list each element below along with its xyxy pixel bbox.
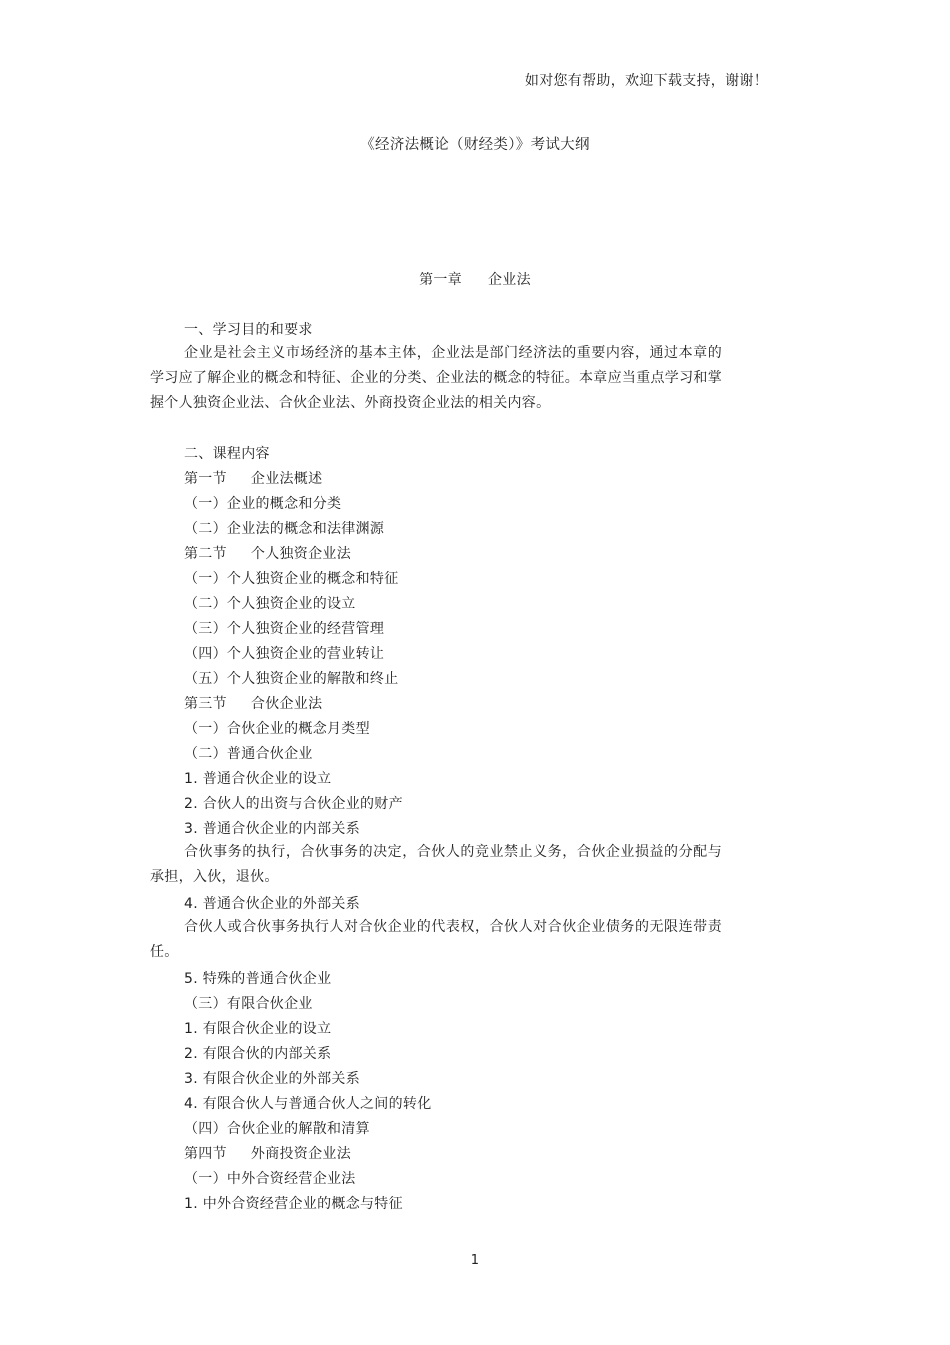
list-item: （二）个人独资企业的设立 bbox=[184, 596, 356, 612]
list-item: 3. 普通合伙企业的内部关系 bbox=[184, 821, 361, 837]
list-item: （三）个人独资企业的经营管理 bbox=[184, 621, 385, 637]
list-item: 4. 普通合伙企业的外部关系 bbox=[184, 896, 361, 912]
header-note: 如对您有帮助，欢迎下载支持，谢谢！ bbox=[524, 73, 768, 89]
list-item: 2. 有限合伙的内部关系 bbox=[184, 1046, 332, 1062]
list-item: （一）个人独资企业的概念和特征 bbox=[184, 571, 399, 587]
subsection-heading bbox=[184, 695, 322, 713]
subsection-heading bbox=[184, 545, 351, 563]
document-title: 《经济法概论（财经类）》考试大纲 bbox=[360, 137, 590, 153]
list-item: （二）普通合伙企业 bbox=[184, 746, 313, 762]
external-relations-paragraph: 合伙人或合伙事务执行人对合伙企业的代表权，合伙人对合伙企业债务的无限连带责任。 bbox=[150, 919, 722, 960]
list-item: （五）个人独资企业的解散和终止 bbox=[184, 671, 399, 687]
list-item: 1. 中外合资经营企业的概念与特征 bbox=[184, 1196, 403, 1212]
chapter-heading bbox=[0, 271, 950, 289]
list-item: 1. 普通合伙企业的设立 bbox=[184, 771, 332, 787]
objectives-paragraph: 企业是社会主义市场经济的基本主体，企业法是部门经济法的重要内容，通过本章的学习应了解企业的概念和特征、企业的分类、企业法的概念的特征。本章应当重点学习和掌握个人独资企业法、合伙企业法、外商投资企业法的相关内容。 bbox=[150, 345, 722, 411]
list-item: 4. 有限合伙人与普通合伙人之间的转化 bbox=[184, 1096, 432, 1112]
list-item: （四）个人独资企业的营业转让 bbox=[184, 646, 385, 662]
page-number: 1 bbox=[470, 1253, 480, 1268]
list-item: 1. 有限合伙企业的设立 bbox=[184, 1021, 332, 1037]
list-item: （一）企业的概念和分类 bbox=[184, 496, 342, 512]
subsection-number: 第一节 bbox=[184, 471, 227, 487]
list-item: （一）中外合资经营企业法 bbox=[184, 1171, 356, 1187]
list-item: 3. 有限合伙企业的外部关系 bbox=[184, 1071, 361, 1087]
list-item: （二）企业法的概念和法律渊源 bbox=[184, 521, 385, 537]
internal-relations-paragraph: 合伙事务的执行，合伙事务的决定，合伙人的竞业禁止义务，合伙企业损益的分配与承担，入伙，退伙。 bbox=[150, 844, 722, 885]
chapter-title: 企业法 bbox=[488, 272, 531, 288]
subsection-number: 第二节 bbox=[184, 546, 227, 562]
chapter-number: 第一章 bbox=[419, 272, 462, 288]
subsection-title: 外商投资企业法 bbox=[250, 1146, 352, 1162]
subsection-title: 个人独资企业法 bbox=[250, 546, 352, 562]
list-item: 5. 特殊的普通合伙企业 bbox=[184, 971, 332, 987]
section-heading-content: 二、课程内容 bbox=[184, 446, 270, 462]
subsection-heading bbox=[184, 470, 322, 488]
subsection-title: 合伙企业法 bbox=[250, 696, 323, 712]
list-item: 2. 合伙人的出资与合伙企业的财产 bbox=[184, 796, 403, 812]
subsection-number: 第三节 bbox=[184, 696, 227, 712]
list-item: （三）有限合伙企业 bbox=[184, 996, 313, 1012]
list-item: （四）合伙企业的解散和清算 bbox=[184, 1121, 370, 1137]
list-item: （一）合伙企业的概念月类型 bbox=[184, 721, 370, 737]
subsection-number: 第四节 bbox=[184, 1146, 227, 1162]
section-heading-objectives: 一、学习目的和要求 bbox=[184, 322, 313, 338]
subsection-heading bbox=[184, 1145, 351, 1163]
subsection-title: 企业法概述 bbox=[250, 471, 323, 487]
